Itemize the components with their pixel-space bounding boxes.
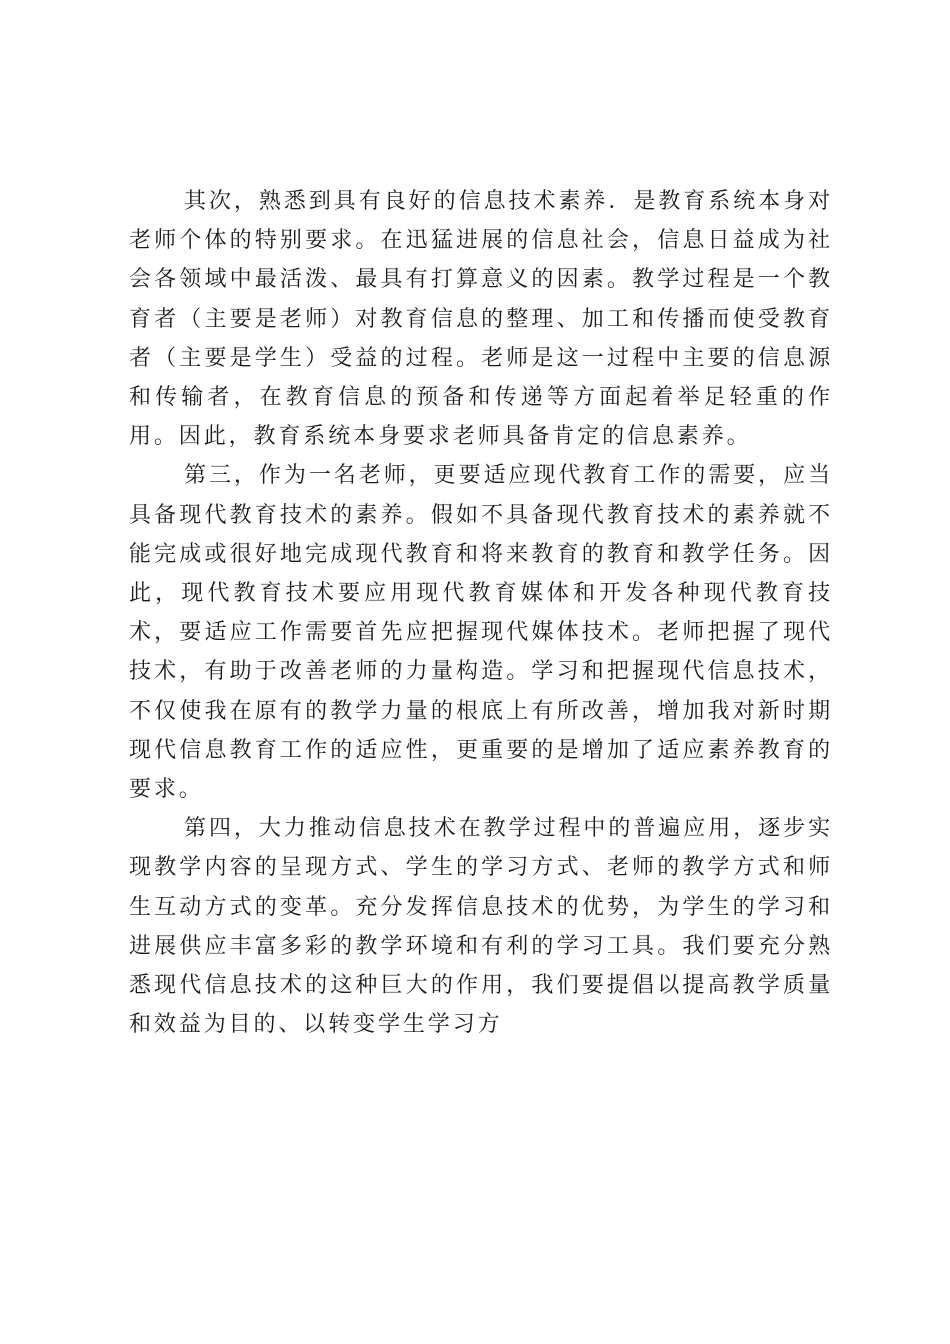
paragraph: 其次，熟悉到具有良好的信息技术素养．是教育系统本身对老师个体的特别要求。在迅猛进展的信息社会，信息日益成为社会各领域中最活泼、最具有打算意义的因素。教学过程是一个教育者（主要是老师）对教育信息的整理、加工和传播而使受教育者（主要是学生）受益的过程。老师是这一过程中主要的信息源和传输者，在教育信息的预备和传递等方面起着举足轻重的作用。因此，教育系统本身要求老师具备肯定的信息素养。 — [129, 189, 833, 450]
document-body — [129, 182, 833, 1044]
paragraph: 第四，大力推动信息技术在教学过程中的普遍应用，逐步实现教学内容的呈现方式、学生的学习方式、老师的教学方式和师生互动方式的变革。充分发挥信息技术的优势，为学生的学习和进展供应丰富多彩的教学环境和有利的学习工具。我们要充分熟悉现代信息技术的这种巨大的作用，我们要提倡以提高教学质量和效益为目的、以转变学生学习方 — [129, 816, 833, 1038]
paragraph: 第三，作为一名老师，更要适应现代教育工作的需要，应当具备现代教育技术的素养。假如不具备现代教育技术的素养就不能完成或很好地完成现代教育和将来教育的教育和教学任务。因此，现代教育技术要应用现代教育媒体和开发各种现代教育技术，要适应工作需要首先应把握现代媒体技术。老师把握了现代技术，有助于改善老师的力量构造。学习和把握现代信息技术，不仅使我在原有的教学力量的根底上有所改善，增加我对新时期现代信息教育工作的适应性，更重要的是增加了适应素养教育的要求。 — [129, 463, 833, 803]
